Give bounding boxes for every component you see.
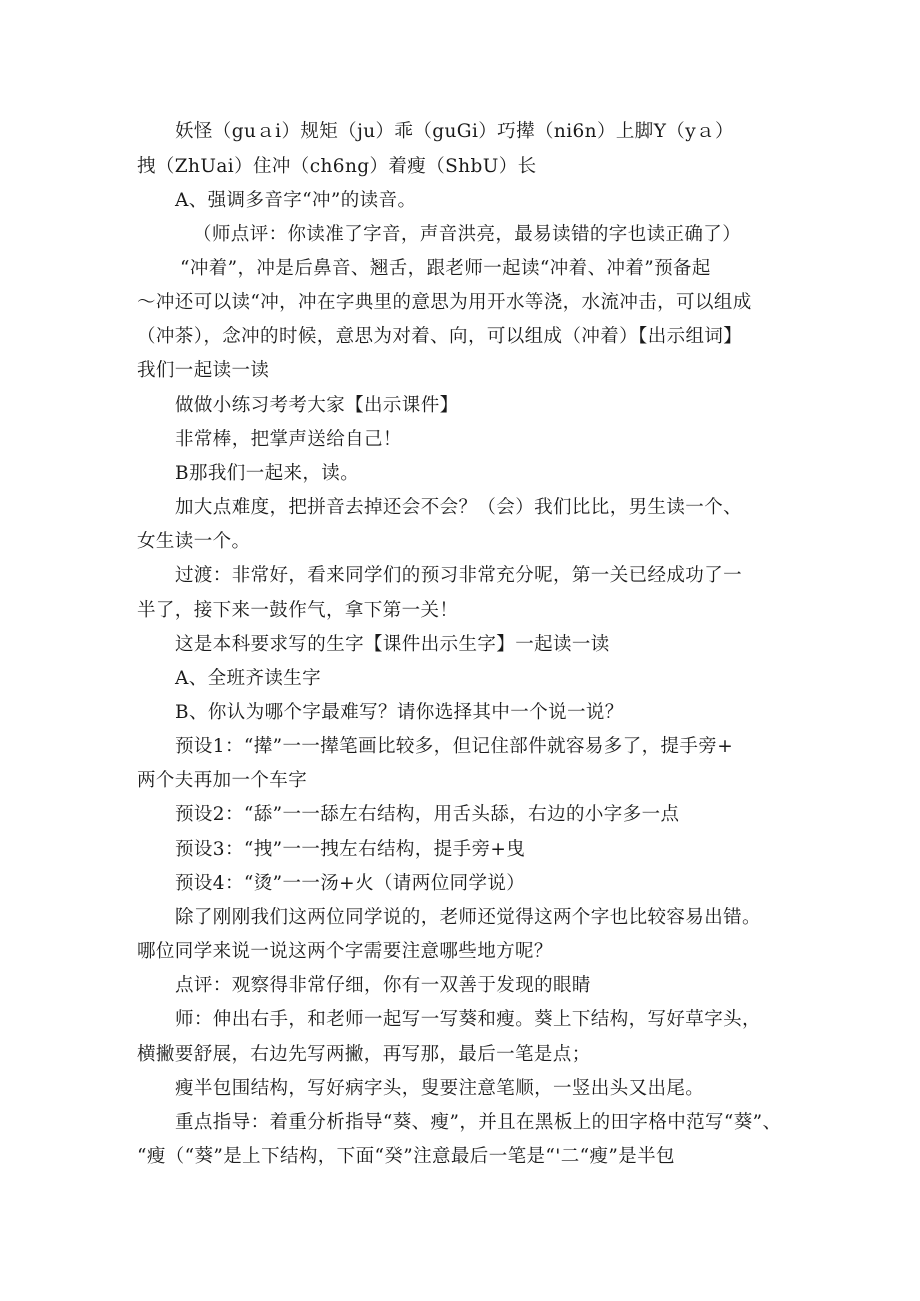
text-line: 哪位同学来说一说这两个字需要注意哪些地方呢？ — [137, 941, 553, 962]
text-line: 点评：观察得非常仔细，你有一双善于发现的眼睛 — [175, 975, 591, 996]
text-line: 预设2：“舔”一一舔左右结构，用舌头舔，右边的小字多一点 — [175, 804, 680, 825]
text-line: 〜冲还可以读“冲，冲在字典里的意思为用开水等浇，水流冲击，可以组成 — [137, 292, 752, 313]
text-line: 过渡：非常好，看来同学们的预习非常充分呢，第一关已经成功了一 — [175, 565, 743, 586]
text-line: （冲茶），念冲的时候，意思为对着、向，可以组成（冲着）【出示组词】 — [137, 326, 743, 347]
text-line: 半了，接下来一鼓作气，拿下第一关！ — [137, 600, 459, 621]
text-line: （师点评：你读准了字音，声音洪亮，最易读错的字也读正确了） — [193, 224, 742, 245]
text-line: B那我们一起来，读。 — [175, 463, 360, 484]
text-line: 两个夫再加一个车字 — [137, 770, 308, 791]
text-line: 做做小练习考考大家【出示课件】 — [175, 395, 459, 416]
text-line: 妖怪（guａi）规矩（ju）乖（guGi）巧撵（ni6n）上脚Y（yａ） — [175, 121, 734, 142]
text-line: 拽（ZhUai）住冲（ch6ng）着瘦（ShbU）长 — [137, 156, 537, 177]
text-line: “瘦（“葵”是上下结构，下面“癸”注意最后一笔是“'二“瘦”是半包 — [137, 1146, 675, 1167]
text-line: 预设4：“烫”一一汤+火（请两位同学说） — [175, 873, 526, 894]
text-line: 重点指导：着重分析指导“葵、瘦”，并且在黑板上的田字格中范写“葵”、 — [175, 1112, 782, 1133]
text-line: A、强调多音字“冲”的读音。 — [175, 190, 417, 211]
text-line: “冲着”，冲是后鼻音、翘舌，跟老师一起读“冲着、冲着”预备起 — [180, 258, 711, 279]
text-line: 女生读一个。 — [137, 531, 251, 552]
text-line: 除了刚刚我们这两位同学说的，老师还觉得这两个字也比较容易出错。 — [175, 907, 761, 928]
text-line: 加大点难度，把拼音去掉还会不会？（会）我们比比，男生读一个、 — [175, 497, 743, 518]
text-line: 预设1：“撵”一一撵笔画比较多，但记住部件就容易多了，提手旁+ — [175, 736, 734, 757]
text-line: A、全班齐读生字 — [175, 668, 322, 689]
text-line: B、你认为哪个字最难写？请你选择其中一个说一说？ — [175, 702, 624, 723]
text-line: 我们一起读一读 — [137, 360, 270, 381]
text-line: 预设3：“拽”一一拽左右结构，提手旁+曳 — [175, 839, 526, 860]
text-line: 这是本科要求写的生字【课件出示生字】一起读一读 — [175, 634, 610, 655]
text-line: 瘦半包围结构，写好病字头，叟要注意笔顺，一竖出头又出尾。 — [175, 1078, 705, 1099]
text-line: 师：伸出右手，和老师一起写一写葵和瘦。葵上下结构，写好草字头， — [175, 1009, 761, 1030]
text-line: 横撇要舒展，右边先写两撇，再写那，最后一笔是点； — [137, 1044, 591, 1065]
text-line: 非常棒，把掌声送给自己！ — [175, 429, 402, 450]
